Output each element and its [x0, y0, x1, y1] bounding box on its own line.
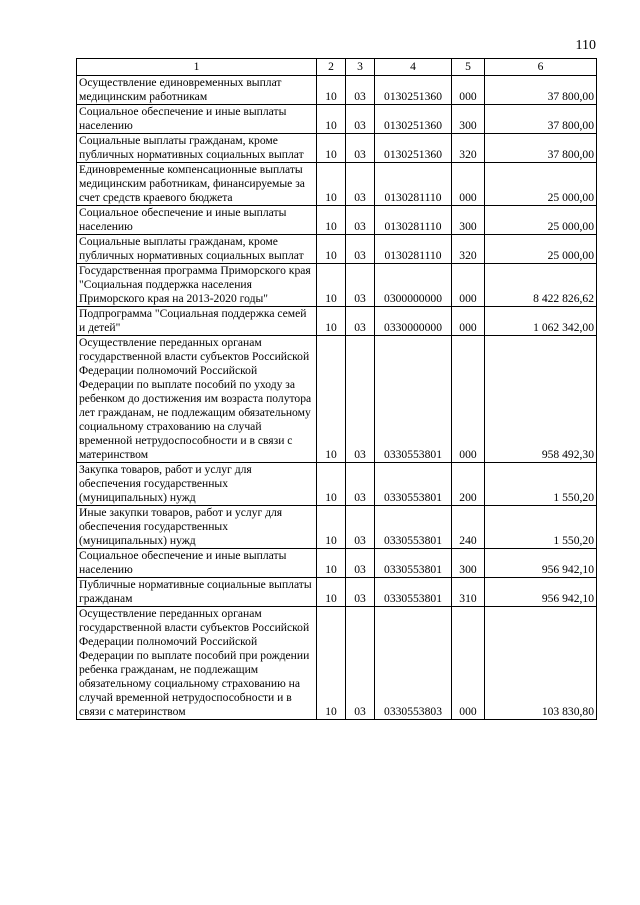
section-code-cell: 10 — [317, 307, 346, 336]
subsection-code-cell: 03 — [346, 607, 375, 720]
amount-cell: 8 422 826,62 — [485, 264, 597, 307]
target-code-cell: 0300000000 — [375, 264, 452, 307]
subsection-code-cell: 03 — [346, 76, 375, 105]
row-name-cell: Социальное обеспечение и иные выплаты населению — [77, 549, 317, 578]
amount-cell: 956 942,10 — [485, 578, 597, 607]
subsection-code-cell: 03 — [346, 336, 375, 463]
target-code-cell: 0330553801 — [375, 336, 452, 463]
expense-type-cell: 000 — [452, 336, 485, 463]
target-code-cell: 0130281110 — [375, 206, 452, 235]
row-name-cell: Публичные нормативные социальные выплаты гражданам — [77, 578, 317, 607]
amount-cell: 37 800,00 — [485, 134, 597, 163]
table-row — [77, 235, 597, 264]
row-name-cell: Социальные выплаты гражданам, кроме публичных нормативных социальных выплат — [77, 235, 317, 264]
section-code-cell: 10 — [317, 134, 346, 163]
table-row — [77, 134, 597, 163]
section-code-cell: 10 — [317, 549, 346, 578]
row-name-cell: Подпрограмма "Социальная поддержка семей и детей" — [77, 307, 317, 336]
expense-type-cell: 000 — [452, 163, 485, 206]
table-row — [77, 336, 597, 463]
target-code-cell: 0130281110 — [375, 235, 452, 264]
table-row — [77, 463, 597, 506]
target-code-cell: 0330000000 — [375, 307, 452, 336]
subsection-code-cell: 03 — [346, 506, 375, 549]
section-code-cell: 10 — [317, 235, 346, 264]
amount-cell: 37 800,00 — [485, 105, 597, 134]
section-code-cell: 10 — [317, 264, 346, 307]
section-code-cell: 10 — [317, 105, 346, 134]
amount-cell: 1 550,20 — [485, 506, 597, 549]
page-number: 110 — [575, 38, 596, 53]
section-code-cell: 10 — [317, 76, 346, 105]
header-cell: 6 — [485, 59, 597, 76]
table-header-row — [77, 59, 597, 76]
header-cell: 3 — [346, 59, 375, 76]
expense-type-cell: 000 — [452, 76, 485, 105]
row-name-cell: Осуществление переданных органам государственной власти субъектов Российской Федерации полномочий Российской Федерации по выплате пособий при рождении ребенка гражданам, не подлежащим обязательному социальному страхованию на случай временной нетрудоспособности и в связи с материнством — [77, 607, 317, 720]
section-code-cell: 10 — [317, 463, 346, 506]
amount-cell: 25 000,00 — [485, 163, 597, 206]
table-row — [77, 206, 597, 235]
row-name-cell: Единовременные компенсационные выплаты медицинским работникам, финансируемые за счет средств краевого бюджета — [77, 163, 317, 206]
expense-type-cell: 240 — [452, 506, 485, 549]
table-row — [77, 578, 597, 607]
row-name-cell: Осуществление переданных органам государственной власти субъектов Российской Федерации полномочий Российской Федерации по выплате пособий по уходу за ребенком до достижения им возраста полутора лет гражданам, не подлежащим обязательному социальному страхованию на случай временной нетрудоспособности и в связи с материнством — [77, 336, 317, 463]
expense-type-cell: 000 — [452, 264, 485, 307]
header-cell: 2 — [317, 59, 346, 76]
subsection-code-cell: 03 — [346, 549, 375, 578]
header-cell: 4 — [375, 59, 452, 76]
expense-type-cell: 000 — [452, 307, 485, 336]
table-row — [77, 307, 597, 336]
budget-table — [76, 58, 597, 720]
target-code-cell: 0130281110 — [375, 163, 452, 206]
row-name-cell: Государственная программа Приморского края "Социальная поддержка населения Приморского края на 2013-2020 годы" — [77, 264, 317, 307]
target-code-cell: 0130251360 — [375, 105, 452, 134]
section-code-cell: 10 — [317, 336, 346, 463]
amount-cell: 958 492,30 — [485, 336, 597, 463]
row-name-cell: Закупка товаров, работ и услуг для обеспечения государственных (муниципальных) нужд — [77, 463, 317, 506]
target-code-cell: 0330553803 — [375, 607, 452, 720]
expense-type-cell: 320 — [452, 235, 485, 264]
target-code-cell: 0330553801 — [375, 506, 452, 549]
amount-cell: 1 062 342,00 — [485, 307, 597, 336]
subsection-code-cell: 03 — [346, 264, 375, 307]
table-row — [77, 264, 597, 307]
subsection-code-cell: 03 — [346, 105, 375, 134]
table-row — [77, 549, 597, 578]
row-name-cell: Осуществление единовременных выплат медицинским работникам — [77, 76, 317, 105]
row-name-cell: Социальное обеспечение и иные выплаты населению — [77, 105, 317, 134]
row-name-cell: Социальное обеспечение и иные выплаты населению — [77, 206, 317, 235]
subsection-code-cell: 03 — [346, 206, 375, 235]
expense-type-cell: 200 — [452, 463, 485, 506]
amount-cell: 1 550,20 — [485, 463, 597, 506]
table-row — [77, 105, 597, 134]
section-code-cell: 10 — [317, 206, 346, 235]
amount-cell: 25 000,00 — [485, 206, 597, 235]
header-cell: 5 — [452, 59, 485, 76]
expense-type-cell: 300 — [452, 206, 485, 235]
target-code-cell: 0130251360 — [375, 76, 452, 105]
expense-type-cell: 000 — [452, 607, 485, 720]
subsection-code-cell: 03 — [346, 134, 375, 163]
expense-type-cell: 300 — [452, 549, 485, 578]
expense-type-cell: 320 — [452, 134, 485, 163]
row-name-cell: Иные закупки товаров, работ и услуг для обеспечения государственных (муниципальных) нужд — [77, 506, 317, 549]
section-code-cell: 10 — [317, 506, 346, 549]
table-row — [77, 163, 597, 206]
target-code-cell: 0130251360 — [375, 134, 452, 163]
table-row — [77, 76, 597, 105]
amount-cell: 37 800,00 — [485, 76, 597, 105]
amount-cell: 25 000,00 — [485, 235, 597, 264]
expense-type-cell: 310 — [452, 578, 485, 607]
subsection-code-cell: 03 — [346, 163, 375, 206]
row-name-cell: Социальные выплаты гражданам, кроме публичных нормативных социальных выплат — [77, 134, 317, 163]
section-code-cell: 10 — [317, 163, 346, 206]
table-row — [77, 506, 597, 549]
section-code-cell: 10 — [317, 607, 346, 720]
subsection-code-cell: 03 — [346, 463, 375, 506]
subsection-code-cell: 03 — [346, 307, 375, 336]
header-cell: 1 — [77, 59, 317, 76]
subsection-code-cell: 03 — [346, 578, 375, 607]
target-code-cell: 0330553801 — [375, 463, 452, 506]
target-code-cell: 0330553801 — [375, 578, 452, 607]
table-row — [77, 607, 597, 720]
amount-cell: 103 830,80 — [485, 607, 597, 720]
subsection-code-cell: 03 — [346, 235, 375, 264]
target-code-cell: 0330553801 — [375, 549, 452, 578]
expense-type-cell: 300 — [452, 105, 485, 134]
amount-cell: 956 942,10 — [485, 549, 597, 578]
section-code-cell: 10 — [317, 578, 346, 607]
